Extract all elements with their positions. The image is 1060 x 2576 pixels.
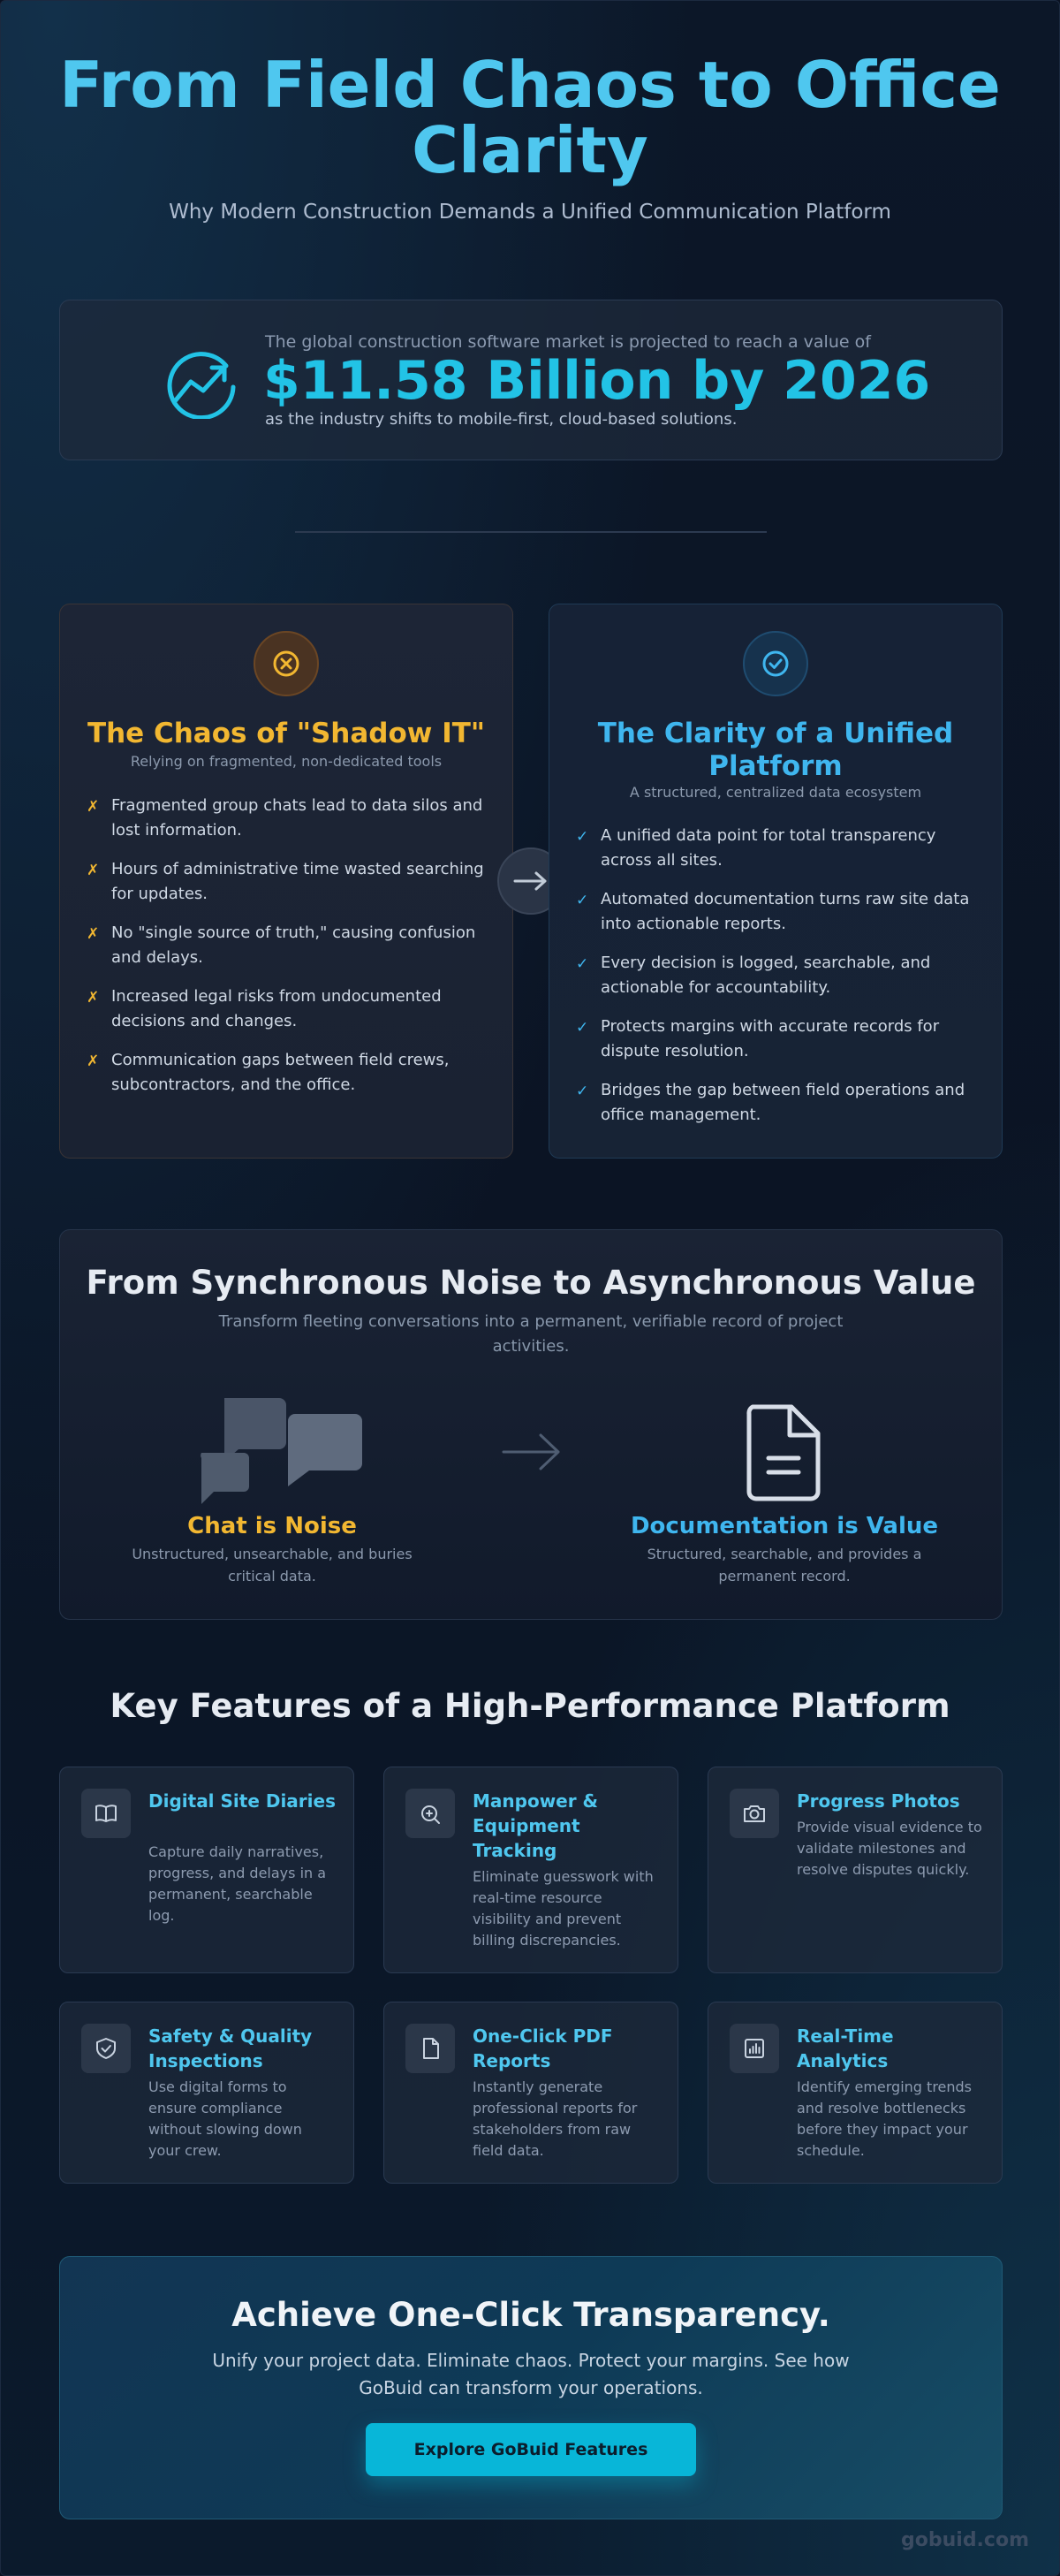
page-subtitle: Why Modern Construction Demands a Unified Communication Platform (169, 201, 891, 224)
x-mark-icon: ✗ (87, 925, 100, 943)
market-value: $11.58 Billion by 2026 (263, 350, 931, 412)
feature-name: Safety & Quality Inspections (148, 2025, 313, 2071)
feature-card-safety-inspections (59, 2002, 354, 2184)
chaos-title: The Chaos of "Shadow IT" (87, 718, 486, 749)
list-item: ✗ No "single source of truth," causing confusion and delays. (87, 923, 476, 967)
cta-title: Achieve One-Click Transparency. (231, 2296, 830, 2334)
feature-description: Capture daily narratives, progress, and delays in a permanent, searchable log. (148, 1843, 327, 1924)
feature-description: Provide visual evidence to validate milestones and resolve disputes quickly. (797, 1819, 982, 1878)
features-title: Key Features of a High-Performance Platform (110, 1687, 950, 1725)
value-description: Structured, searchable, and provides a permanent record. (647, 1546, 922, 1584)
feature-card-manpower-tracking (383, 1767, 678, 1973)
document-icon (405, 2024, 455, 2073)
sync-title: From Synchronous Noise to Asynchronous Value (86, 1264, 976, 1302)
clarity-list (576, 824, 980, 1142)
arrow-right-icon (502, 1432, 564, 1472)
value-title: Documentation is Value (630, 1513, 939, 1539)
feature-description: Use digital forms to ensure compliance without slowing down your crew. (148, 2078, 302, 2159)
check-mark-icon: ✓ (576, 828, 589, 846)
check-mark-icon: ✓ (576, 955, 589, 973)
feature-card-site-diaries (59, 1767, 354, 1973)
cta-text: Unify your project data. Eliminate chaos. Protect your margins. See how GoBuid can transform your operations. (212, 2350, 850, 2398)
clarity-card (549, 604, 1003, 1159)
chat-bubbles-icon (194, 1398, 362, 1504)
check-mark-icon: ✓ (576, 892, 589, 909)
clarity-subtitle: A structured, centralized data ecosystem (629, 784, 922, 801)
list-item: ✗ Increased legal risks from undocumented decisions and changes. (87, 987, 442, 1030)
noise-description: Unstructured, unsearchable, and buries critical data. (132, 1546, 413, 1584)
footer-brand: gobuid.com (901, 2529, 1029, 2551)
list-item: ✓ Bridges the gap between field operations and office management. (576, 1081, 965, 1124)
tracking-icon (405, 1789, 455, 1838)
page-title: From Field Chaos to Office Clarity (59, 48, 1001, 187)
x-mark-icon: ✗ (87, 862, 100, 879)
chaos-subtitle: Relying on fragmented, non-dedicated tools (130, 753, 443, 770)
market-intro-text: The global construction software market is projected to reach a value of (265, 332, 871, 352)
analytics-icon (730, 2024, 779, 2073)
sync-section (59, 1229, 1003, 1620)
noise-title: Chat is Noise (187, 1513, 357, 1539)
list-item: ✗ Hours of administrative time wasted searching for updates. (87, 860, 484, 903)
cta-section (59, 2256, 1003, 2519)
clarity-title: The Clarity of a Unified Platform (597, 718, 954, 782)
x-mark-icon: ✗ (87, 798, 100, 816)
feature-card-analytics (708, 2002, 1003, 2184)
check-mark-icon: ✓ (576, 1083, 589, 1100)
check-mark-icon: ✓ (576, 1019, 589, 1037)
feature-name: Digital Site Diaries (148, 1790, 336, 1812)
explore-features-button[interactable]: Explore GoBuid Features (366, 2423, 696, 2476)
market-stat-box (59, 300, 1003, 460)
book-icon (81, 1789, 131, 1838)
growth-chart-icon (164, 343, 240, 419)
section-divider (295, 531, 767, 533)
list-item: ✗ Fragmented group chats lead to data silos and lost information. (87, 796, 483, 840)
list-item: ✓ Every decision is logged, searchable, and actionable for accountability. (576, 954, 931, 997)
feature-description: Identify emerging trends and resolve bottlenecks before they impact your schedule. (797, 2078, 973, 2159)
list-item: ✓ Automated documentation turns raw site data into actionable reports. (576, 890, 970, 933)
chaos-card (59, 604, 513, 1159)
feature-card-pdf-reports (383, 2002, 678, 2184)
sync-subtitle: Transform fleeting conversations into a permanent, verifiable record of project activities. (218, 1312, 844, 1356)
feature-card-progress-photos (708, 1767, 1003, 1973)
feature-name: Real-Time Analytics (797, 2025, 894, 2071)
market-outro-text: as the industry shifts to mobile-first, cloud-based solutions. (265, 410, 738, 429)
x-circle-icon (254, 631, 319, 696)
x-mark-icon: ✗ (87, 989, 100, 1007)
document-icon (744, 1403, 823, 1502)
list-item: ✓ A unified data point for total transparency across all sites. (576, 826, 936, 870)
camera-icon (730, 1789, 779, 1838)
feature-name: Manpower & Equipment Tracking (473, 1790, 599, 1861)
check-circle-icon (743, 631, 808, 696)
list-item: ✓ Protects margins with accurate records for dispute resolution. (576, 1017, 940, 1060)
feature-description: Instantly generate professional reports for stakeholders from raw field data. (473, 2078, 638, 2159)
shield-check-icon (81, 2024, 131, 2073)
feature-description: Eliminate guesswork with real-time resource visibility and prevent billing discrepancies. (473, 1868, 654, 1949)
feature-name: Progress Photos (797, 1790, 960, 1812)
list-item: ✗ Communication gaps between field crews, subcontractors, and the office. (87, 1051, 450, 1094)
x-mark-icon: ✗ (87, 1052, 100, 1070)
chaos-list (87, 794, 491, 1112)
feature-name: One-Click PDF Reports (473, 2025, 613, 2071)
